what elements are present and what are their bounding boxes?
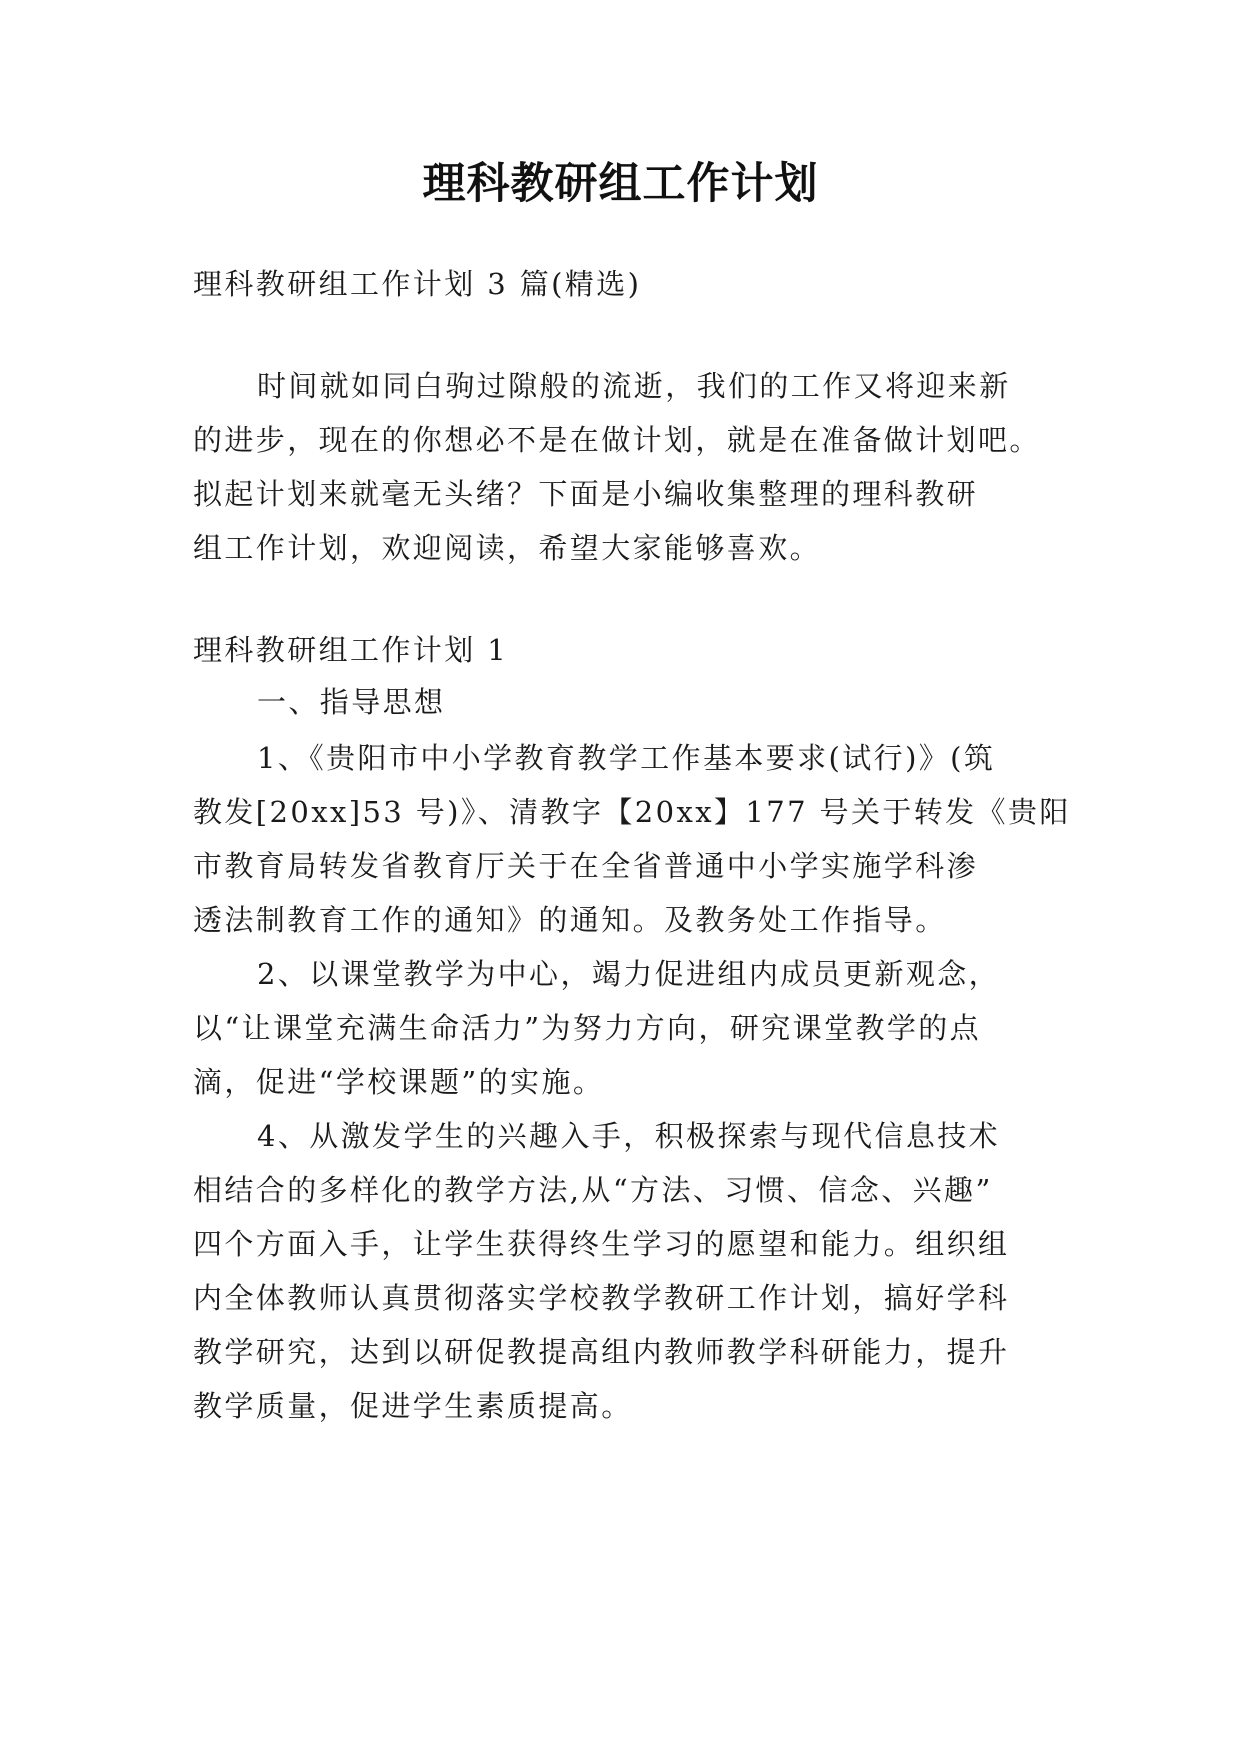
item1-line: 市教育局转发省教育厅关于在全省普通中小学实施学科渗 <box>193 849 979 883</box>
subsection-heading: 一、指导思想 <box>257 685 446 719</box>
item4-line: 相结合的多样化的教学方法,从“方法、习惯、信念、兴趣” <box>193 1173 993 1207</box>
item1-line: 1、《贵阳市中小学教育教学工作基本要求(试行)》(筑 <box>257 741 996 775</box>
item4-line: 内全体教师认真贯彻落实学校教学教研工作计划，搞好学科 <box>193 1281 1010 1315</box>
intro-line: 的进步，现在的你想必不是在做计划，就是在准备做计划吧。 <box>193 423 1041 457</box>
subtitle: 理科教研组工作计划 3 篇(精选) <box>193 267 642 301</box>
item4-line: 4、从激发学生的兴趣入手，积极探索与现代信息技术 <box>257 1119 1001 1153</box>
item1-line: 透法制教育工作的通知》的通知。及教务处工作指导。 <box>193 903 947 937</box>
item4-line: 四个方面入手，让学生获得终生学习的愿望和能力。组织组 <box>193 1227 1010 1261</box>
item2-line: 2、以课堂教学为中心，竭力促进组内成员更新观念， <box>257 957 1001 991</box>
item2-line: 以“让课堂充满生命活力”为努力方向，研究课堂教学的点 <box>193 1011 982 1045</box>
intro-line: 拟起计划来就毫无头绪？下面是小编收集整理的理科教研 <box>193 477 979 511</box>
intro-line: 时间就如同白驹过隙般的流逝，我们的工作又将迎来新 <box>257 369 1011 403</box>
intro-line: 组工作计划，欢迎阅读，希望大家能够喜欢。 <box>193 531 822 565</box>
item4-line: 教学研究，达到以研促教提高组内教师教学科研能力，提升 <box>193 1335 1010 1369</box>
document-title: 理科教研组工作计划 <box>422 159 819 209</box>
item4-line: 教学质量，促进学生素质提高。 <box>193 1389 633 1423</box>
item2-line: 滴，促进“学校课题”的实施。 <box>193 1065 605 1099</box>
section-heading: 理科教研组工作计划 1 <box>193 633 509 667</box>
item1-line: 教发[20xx]53 号)》、清教字【20xx】177 号关于转发《贵阳 <box>193 795 1071 829</box>
